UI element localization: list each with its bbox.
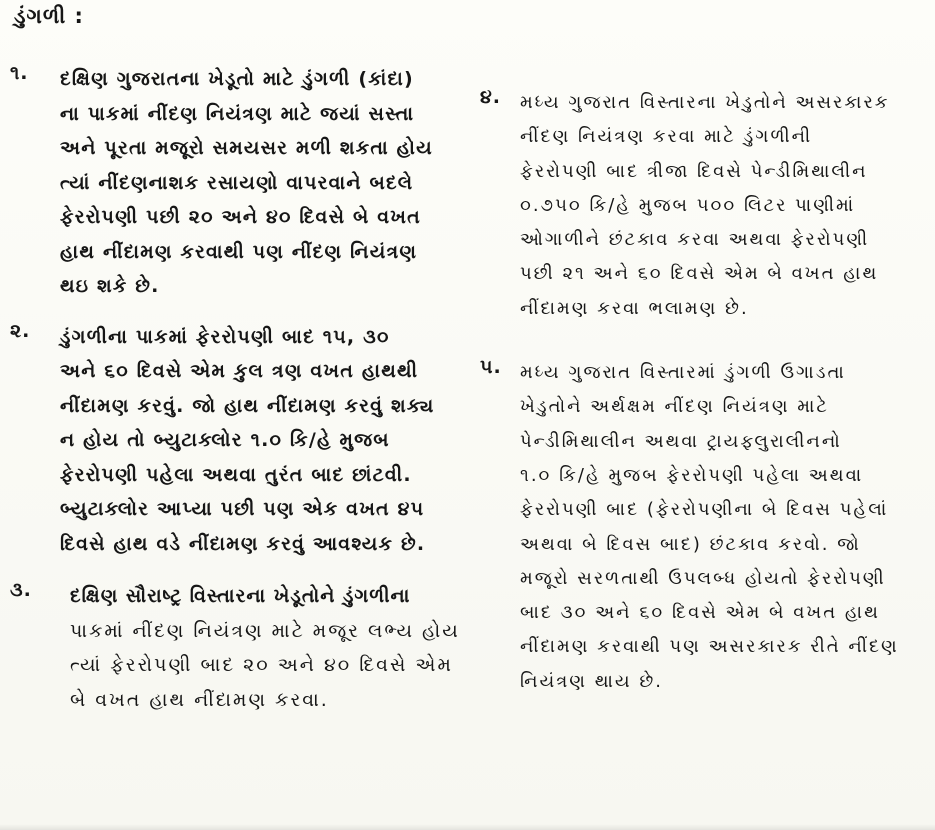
text-line: નીંદામણ કરવાથી પણ અસરકારક રીતે નીંદણ xyxy=(520,636,899,658)
text-line: ૧.૦ કિ/હે મુજબ ફેરરોપણી પહેલા અથવા xyxy=(520,464,864,486)
text-line: મધ્ય ગુજરાત વિસ્તારમાં ડુંગળી ઉગાડતા xyxy=(520,362,846,384)
text-line: ના પાકમાં નીંદણ નિયંત્રણ માટે જયાં સસ્તા xyxy=(60,102,415,125)
item-text xyxy=(480,86,920,326)
section-heading: ડુંગળી : xyxy=(14,4,84,28)
text-line: અને પૂરતા મજૂરો સમયસર મળી શકતા હોય xyxy=(60,137,433,159)
text-line: ફેરરોપણી બાદ ત્રીજા દિવસે પેન્ડીમિથાલીન xyxy=(520,160,868,182)
item-number: ૫. xyxy=(480,356,502,379)
text-line: બે વખત હાથ નીંદામણ કરવા. xyxy=(70,688,329,711)
item-number: ૧. xyxy=(10,62,29,84)
text-line: ફેરરોપણી બાદ (ફેરરોપણીના બે દિવસ પહેલાં xyxy=(520,499,889,521)
text-line: ન હોય તો બ્યુટાક્લોર ૧.૦ કિ/હે મુજબ xyxy=(60,429,390,451)
text-line: નીંદામણ કરવા ભલામણ છે. xyxy=(520,297,749,319)
text-line: મજૂરો સરળતાથી ઉપલબ્ધ હોયતો ફેરરોપણી xyxy=(520,567,886,589)
text-line: નિયંત્રણ થાય છે. xyxy=(520,670,664,692)
text-line: હાથ નીંદામણ કરવાથી પણ નીંદણ નિયંત્રણ xyxy=(60,240,418,263)
text-line: ત્યાં ફેરરોપણી બાદ ૨૦ અને ૪૦ દિવસે એમ xyxy=(70,654,453,676)
text-line: ફેરરોપણી પહેલા અથવા તુરંત બાદ છાંટવી. xyxy=(60,463,412,486)
item-text xyxy=(10,62,465,304)
text-line: બ્યુટાક્લોર આપ્યા પછી પણ એક વખત ૪૫ xyxy=(60,498,425,520)
list-item-3 xyxy=(10,579,465,717)
list-item-1 xyxy=(10,62,465,304)
item-text xyxy=(480,356,920,699)
text-line: પછી ૨૧ અને ૬૦ દિવસે એમ બે વખત હાથ xyxy=(520,263,879,285)
text-line: ત્યાં નીંદણનાશક રસાયણો વાપરવાને બદલે xyxy=(60,171,414,194)
item-number: ૩. xyxy=(10,579,32,601)
right-column xyxy=(480,86,920,713)
item-number: ૪. xyxy=(480,86,501,108)
text-line: નીંદણ નિયંત્રણ કરવા માટે ડુંગળીની xyxy=(520,126,813,148)
item-text xyxy=(10,579,465,717)
text-line: ડુંગળીના પાકમાં ફેરરોપણી બાદ ૧૫, ૩૦ xyxy=(60,325,390,348)
text-line: પાકમાં નીંદણ નિયંત્રણ માટે મજૂર લભ્ય હોય xyxy=(70,619,460,642)
list-item-2 xyxy=(10,320,465,562)
text-line: અથવા બે દિવસ બાદ) છંટકાવ કરવો. જો xyxy=(520,533,861,555)
text-line: ફેરરોપણી પછી ૨૦ અને ૪૦ દિવસે બે વખત xyxy=(60,206,421,228)
text-line: દક્ષિણ ગુજરાતના ખેડૂતો માટે ડુંગળી (કાંદા) xyxy=(60,68,414,90)
page-bottom-shadow xyxy=(0,824,935,830)
text-line: બાદ ૩૦ અને ૬૦ દિવસે એમ બે વખત હાથ xyxy=(520,602,880,624)
item-number: ૨. xyxy=(10,319,31,342)
left-column xyxy=(10,62,465,731)
text-line: ઓગાળીને છંટકાવ કરવા અથવા ફેરરોપણી xyxy=(520,229,870,251)
list-item-5 xyxy=(480,356,920,699)
text-line: ૦.૭૫૦ કિ/હે મુજબ ૫૦૦ લિટર પાણીમાં xyxy=(520,194,856,216)
text-line: પેન્ડીમિથાલીન અથવા ટ્રાયફ્લુરાલીનનો xyxy=(520,430,842,452)
text-line: દિવસે હાથ વડે નીંદામણ કરવું આવશ્યક છે. xyxy=(60,532,426,555)
text-line: થઇ શકે છે. xyxy=(60,275,160,297)
item-text xyxy=(10,320,465,562)
text-line: ખેડુતોને અર્થક્ષમ નીંદણ નિયંત્રણ માટે xyxy=(520,396,829,418)
text-line: મધ્ય ગુજરાત વિસ્તારના ખેડુતોને અસરકારક xyxy=(520,92,890,113)
text-line: દક્ષિણ સૌરાષ્ટ્ર વિસ્તારના ખેડૂતોને ડુંગળીના xyxy=(70,585,411,607)
list-item-4 xyxy=(480,86,920,326)
text-line: અને ૬૦ દિવસે એમ કુલ ત્રણ વખત હાથથી xyxy=(60,360,419,382)
text-line: નીંદામણ કરવું. જો હાથ નીંદામણ કરવું શક્ય xyxy=(60,394,435,417)
